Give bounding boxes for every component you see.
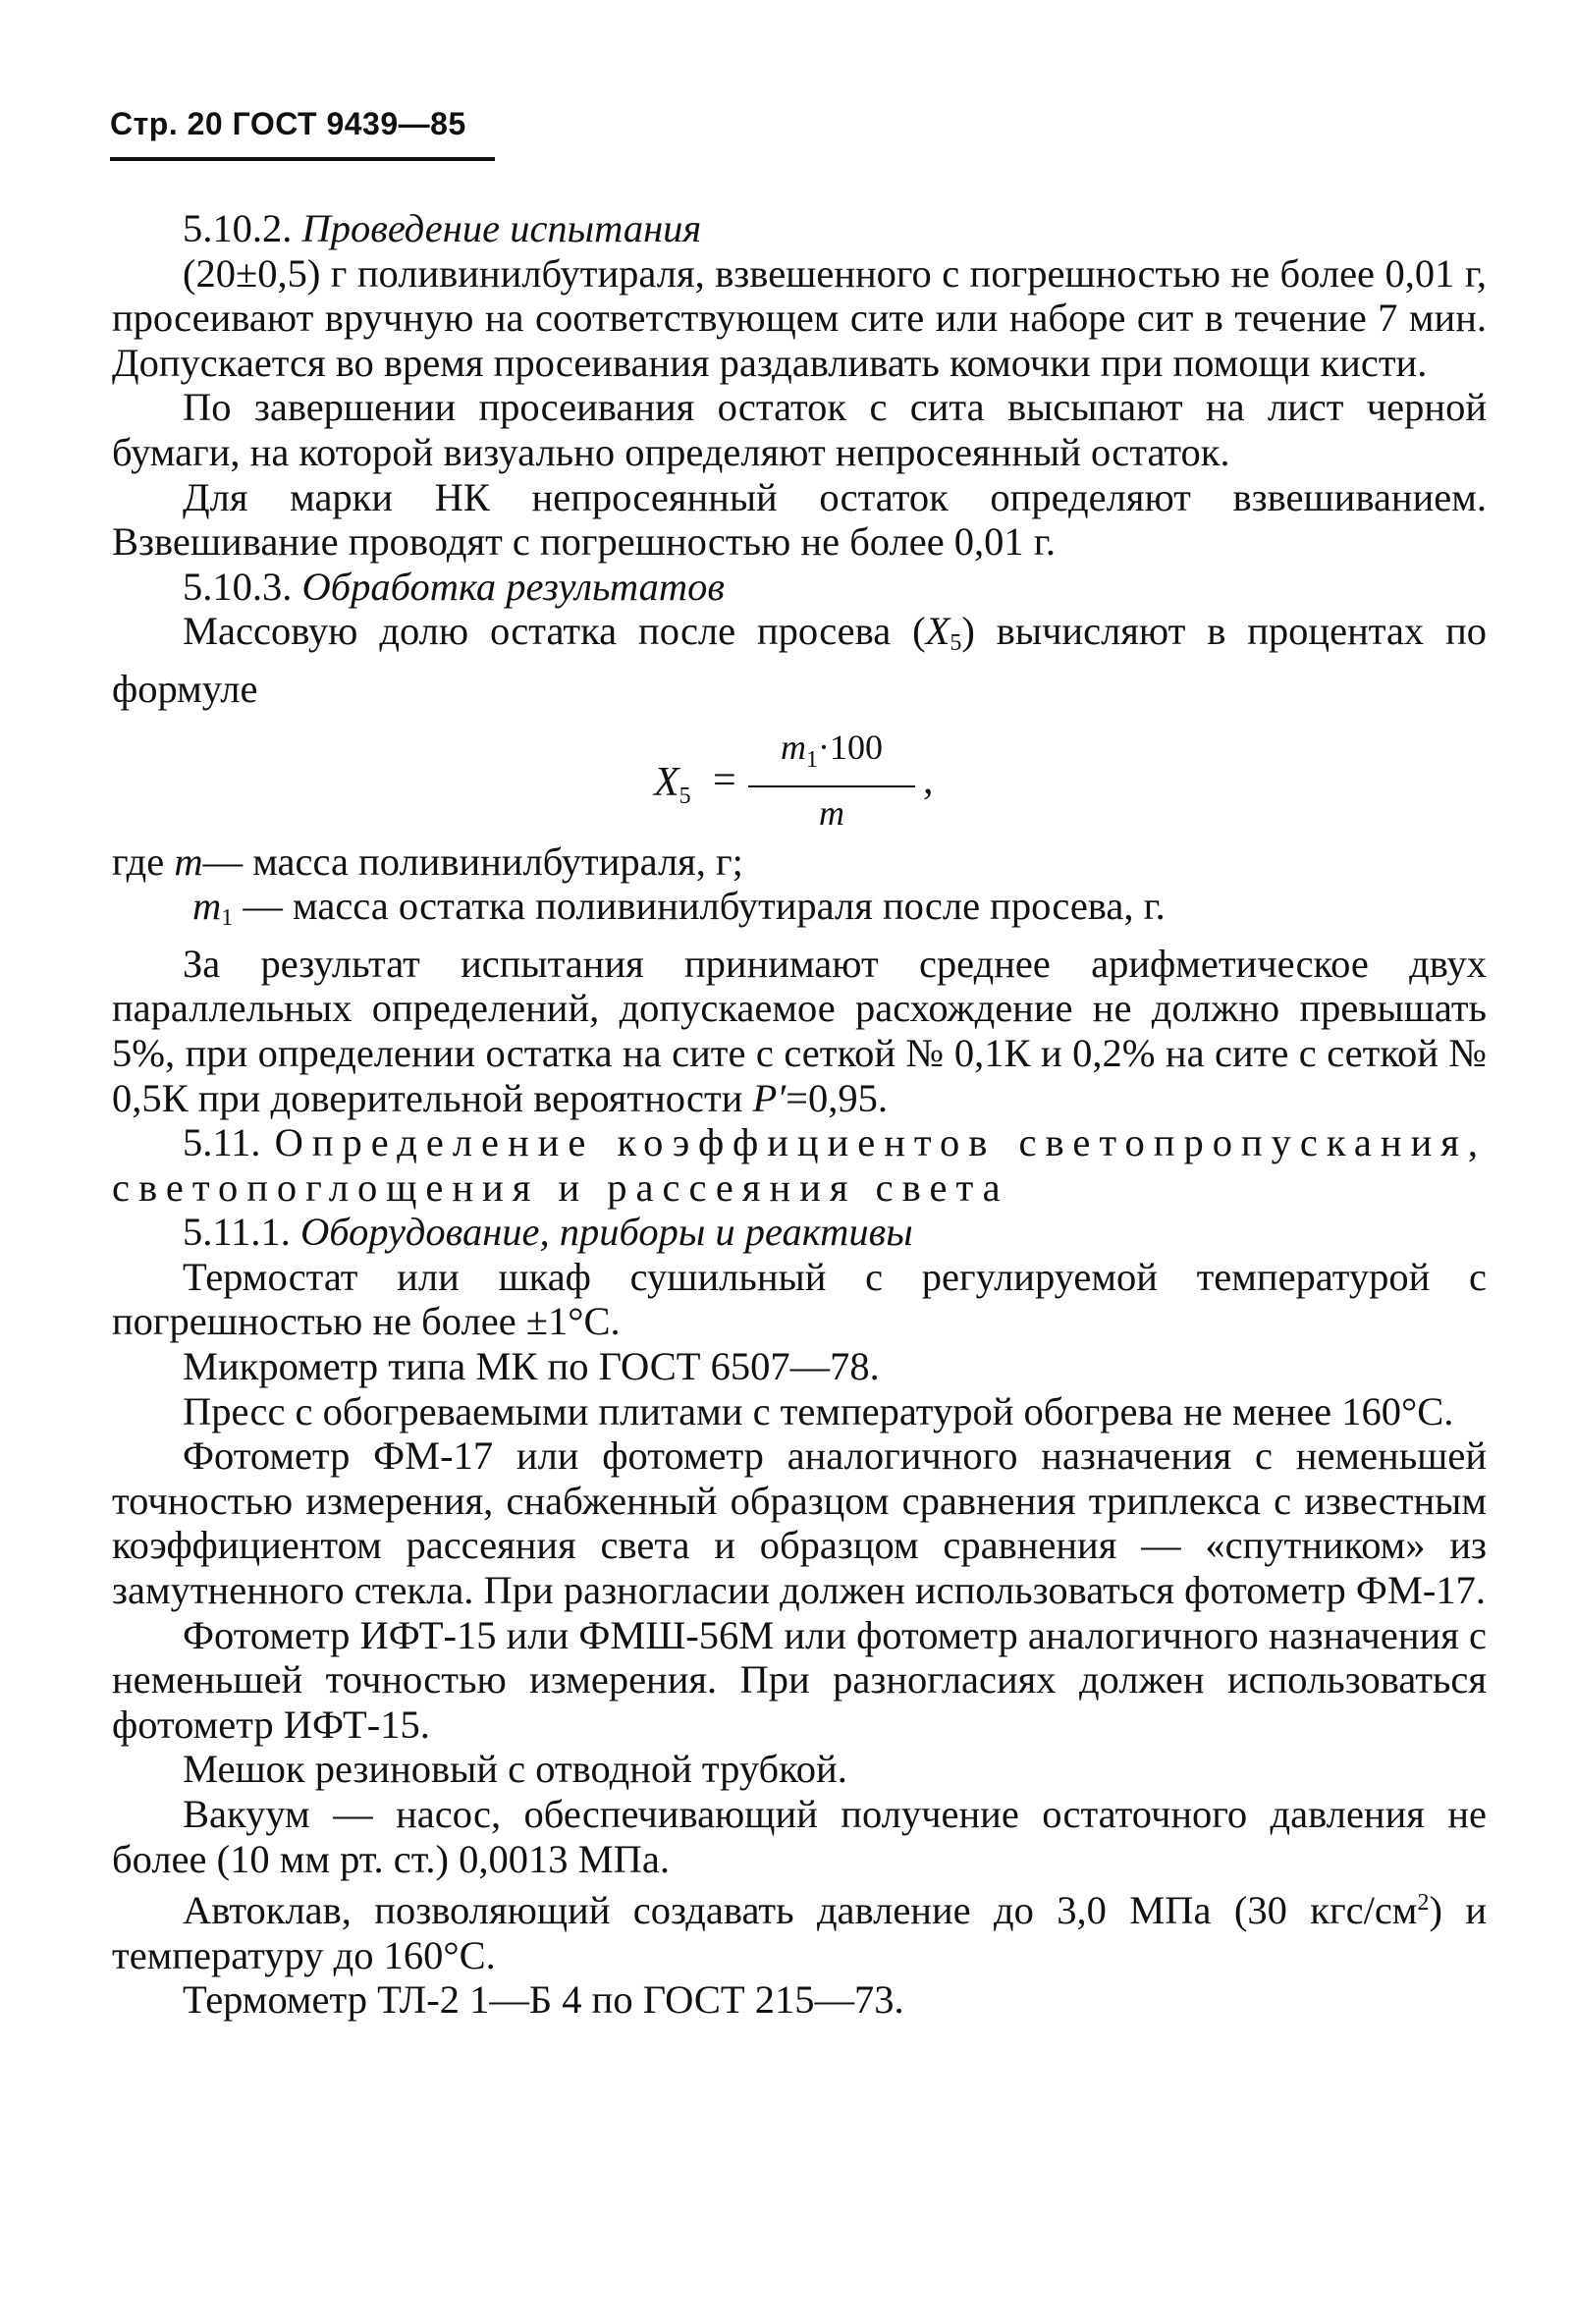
text-run: =0,95.	[786, 1075, 888, 1120]
paragraph	[112, 609, 1487, 711]
paragraph: Пресс с обогреваемыми плитами с температурой обогрева не менее 160°С.	[183, 1388, 1454, 1433]
paragraph	[112, 1881, 1487, 1977]
where-line	[112, 884, 1487, 942]
formula-denominator: m	[819, 792, 844, 833]
section-title: Обработка результатов	[301, 564, 725, 609]
formula-comma: ,	[923, 757, 934, 803]
subscript: 1	[221, 905, 234, 932]
text-run: ) вычисляют в процентах по формуле	[112, 609, 1488, 711]
formula-numerator	[748, 726, 915, 782]
paragraph: Для марки НК непросеянный остаток определяют взвешиванием. Взвешивание проводят с погрешностью не более 0,01 г.	[112, 474, 1487, 565]
formula	[112, 726, 1487, 834]
section-title: Проведение испытания	[301, 206, 702, 250]
paragraph: Термостат или шкаф сушильный с регулируемой температурой с погрешностью не более ±1°С.	[112, 1254, 1487, 1344]
numerator-var: m	[781, 727, 806, 767]
text-run: — масса поливинилбутираля, г;	[202, 838, 743, 884]
document-body	[112, 206, 1487, 2023]
paragraph: Мешок резиновый с отводной трубкой.	[183, 1747, 847, 1792]
numerator-sub: 1	[806, 746, 818, 773]
section-5-11-heading	[112, 1120, 1487, 1210]
section-number: 5.10.3.	[183, 564, 302, 609]
section-number: 5.10.2.	[183, 206, 302, 250]
text-run: Массовую долю остатка после просева (	[183, 609, 926, 654]
formula-lhs	[654, 761, 691, 820]
text-run: За результат испытания принимают среднее арифметическое двух параллельных определений, допускаемое расхождение не должно превышать 5%, при определении остатка на сите с сеткой № 0,1К и 0,2% на сите с сеткой № 0,5К при доверительной вероятности	[112, 941, 1487, 1120]
section-number: 5.11.1.	[183, 1210, 300, 1255]
numerator-rest: ·100	[818, 727, 883, 767]
paragraph	[112, 942, 1487, 1120]
fraction-bar	[748, 785, 915, 787]
header-rule	[110, 157, 495, 161]
section-title: Определение коэффициентов светопропускания, светопоглощения и рассеяния света	[112, 1120, 1488, 1210]
section-title: Оборудование, приборы и реактивы	[300, 1210, 913, 1255]
section-number: 5.11.	[183, 1120, 275, 1165]
paragraph: Термометр ТЛ-2 1—Б 4 по ГОСТ 215—73.	[183, 1977, 904, 2023]
text-run: Автоклав, позволяющий создавать давление до 3,0 МПа (30 кгс/см	[183, 1888, 1418, 1933]
formula-lhs-var: X	[654, 759, 679, 805]
paragraph: Вакуум — насос, обеспечивающий получение остаточного давления не более (10 мм рт. ст.) 0,0013 МПа.	[112, 1792, 1487, 1881]
variable: m	[192, 884, 222, 929]
formula-lhs-sub: 5	[678, 783, 691, 809]
variable: P′	[752, 1075, 787, 1120]
page-header: Стр. 20 ГОСТ 9439—85	[110, 106, 466, 141]
paragraph: По завершении просеивания остаток с сита высыпают на лист черной бумаги, на которой визуально определяют непросеянный остаток.	[112, 385, 1487, 474]
formula-equals: =	[713, 757, 736, 803]
subscript: 5	[950, 630, 962, 657]
paragraph: (20±0,5) г поливинилбутираля, взвешенного с погрешностью не более 0,01 г, просеивают вручную на соответствующем сите или наборе сит в течение 7 мин. Допускается во время просеивания раздавливать комочки при помощи кисти.	[112, 250, 1487, 385]
superscript: 2	[1417, 1890, 1430, 1917]
paragraph: Фотометр ИФТ-15 или ФМШ-56М или фотометр аналогичного назначения с неменьшей точностью измерения. При разногласиях должен использоваться фотометр ИФТ-15.	[112, 1612, 1487, 1747]
section-5-10-2-heading	[112, 206, 1487, 251]
text-run: где	[112, 838, 175, 884]
section-5-10-3-heading	[112, 565, 1487, 610]
paragraph: Фотометр ФМ-17 или фотометр аналогичного назначения с неменьшей точностью измерения, снабженный образцом сравнения триплекса с известным коэффициентом рассеяния света и образцом сравнения — «спутником» из замутненного стекла. При разногласии должен использоваться фотометр ФМ-17.	[112, 1433, 1487, 1613]
formula-fraction	[748, 726, 915, 835]
variable: X	[925, 609, 950, 654]
text-run: — масса остатка поливинилбутираля после просева, г.	[233, 884, 1166, 929]
paragraph: Микрометр типа МК по ГОСТ 6507—78.	[183, 1344, 880, 1389]
section-5-11-1-heading	[112, 1210, 1487, 1255]
variable: m	[174, 838, 203, 884]
text-run: ) и температуру до 160°С.	[112, 1888, 1487, 1977]
where-line	[112, 839, 1487, 885]
